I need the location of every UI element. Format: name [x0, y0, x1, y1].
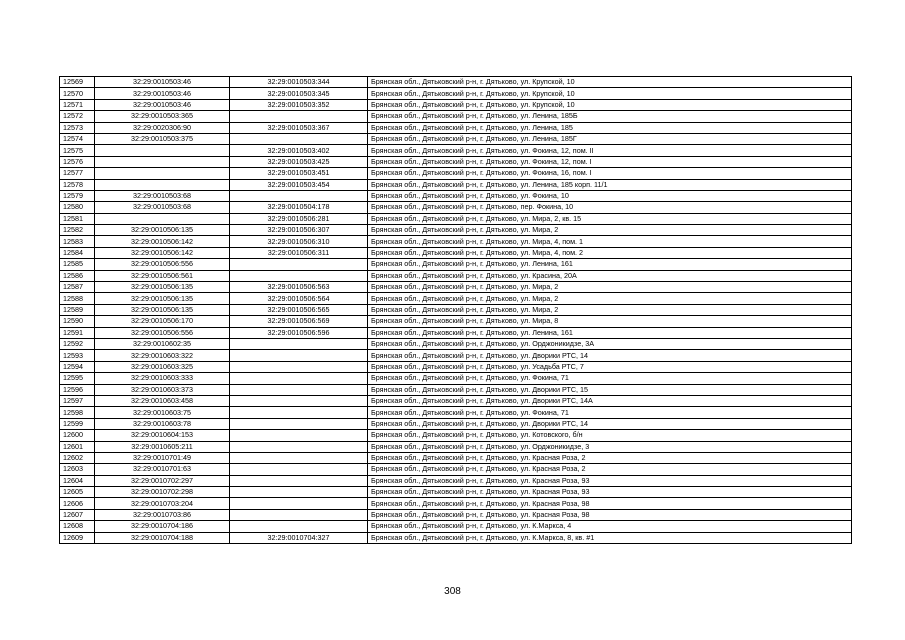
address-cell: Брянская обл., Дятьковский р-н, г. Дятьково, ул. Красная Роза, 93: [368, 475, 852, 486]
object-cadastral-number-cell: [230, 487, 368, 498]
row-number-cell: 12577: [60, 168, 95, 179]
address-cell: Брянская обл., Дятьковский р-н, г. Дятьково, ул. Дворики РТС, 14: [368, 418, 852, 429]
object-cadastral-number-cell: [230, 395, 368, 406]
address-cell: Брянская обл., Дятьковский р-н, г. Дятьково, ул. Красина, 20А: [368, 270, 852, 281]
address-cell: Брянская обл., Дятьковский р-н, г. Дятьково, ул. Фокина, 71: [368, 373, 852, 384]
parcel-cadastral-number-cell: 32:29:0010602:35: [95, 338, 230, 349]
table-row: [60, 487, 852, 498]
row-number-cell: 12599: [60, 418, 95, 429]
object-cadastral-number-cell: [230, 190, 368, 201]
parcel-cadastral-number-cell: 32:29:0010603:322: [95, 350, 230, 361]
row-number-cell: 12606: [60, 498, 95, 509]
row-number-cell: 12594: [60, 361, 95, 372]
table-row: [60, 441, 852, 452]
parcel-cadastral-number-cell: 32:29:0010506:135: [95, 293, 230, 304]
object-cadastral-number-cell: 32:29:0010506:596: [230, 327, 368, 338]
row-number-cell: 12602: [60, 452, 95, 463]
address-cell: Брянская обл., Дятьковский р-н, г. Дятьково, ул. Дворики РТС, 14А: [368, 395, 852, 406]
object-cadastral-number-cell: [230, 521, 368, 532]
address-cell: Брянская обл., Дятьковский р-н, г. Дятьково, ул. Орджоникидзе, 3: [368, 441, 852, 452]
parcel-cadastral-number-cell: [95, 179, 230, 190]
address-cell: Брянская обл., Дятьковский р-н, г. Дятьково, ул. Красная Роза, 98: [368, 509, 852, 520]
table-row: [60, 88, 852, 99]
object-cadastral-number-cell: 32:29:0010506:310: [230, 236, 368, 247]
address-cell: Брянская обл., Дятьковский р-н, г. Дятьково, ул. Мира, 8: [368, 316, 852, 327]
object-cadastral-number-cell: 32:29:0010704:327: [230, 532, 368, 543]
table-row: [60, 532, 852, 543]
parcel-cadastral-number-cell: 32:29:0010603:373: [95, 384, 230, 395]
object-cadastral-number-cell: [230, 270, 368, 281]
row-number-cell: 12604: [60, 475, 95, 486]
table-row: [60, 407, 852, 418]
table-row: [60, 327, 852, 338]
address-cell: Брянская обл., Дятьковский р-н, г. Дятьково, ул. Крупской, 10: [368, 77, 852, 88]
table-row: [60, 145, 852, 156]
address-cell: Брянская обл., Дятьковский р-н, г. Дятьково, ул. Мира, 2: [368, 282, 852, 293]
table-row: [60, 430, 852, 441]
row-number-cell: 12583: [60, 236, 95, 247]
address-cell: Брянская обл., Дятьковский р-н, г. Дятьково, ул. Котовского, б/н: [368, 430, 852, 441]
address-cell: Брянская обл., Дятьковский р-н, г. Дятьково, ул. Ленина, 161: [368, 327, 852, 338]
table-row: [60, 464, 852, 475]
row-number-cell: 12584: [60, 247, 95, 258]
address-cell: Брянская обл., Дятьковский р-н, г. Дятьково, ул. Фокина, 71: [368, 407, 852, 418]
parcel-cadastral-number-cell: 32:29:0010702:298: [95, 487, 230, 498]
address-cell: Брянская обл., Дятьковский р-н, г. Дятьково, ул. Фокина, 10: [368, 190, 852, 201]
row-number-cell: 12572: [60, 111, 95, 122]
parcel-cadastral-number-cell: [95, 213, 230, 224]
table-row: [60, 304, 852, 315]
row-number-cell: 12578: [60, 179, 95, 190]
object-cadastral-number-cell: 32:29:0010503:352: [230, 99, 368, 110]
table-row: [60, 395, 852, 406]
address-cell: Брянская обл., Дятьковский р-н, г. Дятьково, ул. Крупской, 10: [368, 99, 852, 110]
parcel-cadastral-number-cell: 32:29:0010603:75: [95, 407, 230, 418]
address-cell: Брянская обл., Дятьковский р-н, г. Дятьково, ул. Красная Роза, 2: [368, 452, 852, 463]
parcel-cadastral-number-cell: 32:29:0010506:135: [95, 304, 230, 315]
address-cell: Брянская обл., Дятьковский р-н, г. Дятьково, ул. Дворики РТС, 14: [368, 350, 852, 361]
parcel-cadastral-number-cell: 32:29:0010702:297: [95, 475, 230, 486]
page-number: 308: [444, 586, 461, 597]
object-cadastral-number-cell: 32:29:0010503:451: [230, 168, 368, 179]
row-number-cell: 12603: [60, 464, 95, 475]
object-cadastral-number-cell: 32:29:0010506:563: [230, 282, 368, 293]
parcel-cadastral-number-cell: 32:29:0010503:46: [95, 88, 230, 99]
table-row: [60, 452, 852, 463]
object-cadastral-number-cell: [230, 384, 368, 395]
address-cell: Брянская обл., Дятьковский р-н, г. Дятьково, ул. Дворики РТС, 15: [368, 384, 852, 395]
table-row: [60, 373, 852, 384]
table-row: [60, 293, 852, 304]
row-number-cell: 12570: [60, 88, 95, 99]
address-cell: Брянская обл., Дятьковский р-н, г. Дятьково, ул. Крупской, 10: [368, 88, 852, 99]
table-row: [60, 316, 852, 327]
row-number-cell: 12573: [60, 122, 95, 133]
table-row: [60, 350, 852, 361]
parcel-cadastral-number-cell: [95, 168, 230, 179]
address-cell: Брянская обл., Дятьковский р-н, г. Дятьково, ул. Красная Роза, 98: [368, 498, 852, 509]
row-number-cell: 12589: [60, 304, 95, 315]
row-number-cell: 12590: [60, 316, 95, 327]
table-row: [60, 418, 852, 429]
address-cell: Брянская обл., Дятьковский р-н, г. Дятьково, ул. Мира, 2: [368, 304, 852, 315]
object-cadastral-number-cell: 32:29:0010504:178: [230, 202, 368, 213]
object-cadastral-number-cell: 32:29:0010506:311: [230, 247, 368, 258]
table-row: [60, 225, 852, 236]
parcel-cadastral-number-cell: 32:29:0010603:325: [95, 361, 230, 372]
table-row: [60, 168, 852, 179]
row-number-cell: 12598: [60, 407, 95, 418]
row-number-cell: 12596: [60, 384, 95, 395]
row-number-cell: 12609: [60, 532, 95, 543]
object-cadastral-number-cell: 32:29:0010503:345: [230, 88, 368, 99]
parcel-cadastral-number-cell: 32:29:0010503:375: [95, 133, 230, 144]
table-row: [60, 498, 852, 509]
object-cadastral-number-cell: [230, 441, 368, 452]
row-number-cell: 12580: [60, 202, 95, 213]
table-row: [60, 122, 852, 133]
object-cadastral-number-cell: 32:29:0010506:569: [230, 316, 368, 327]
parcel-cadastral-number-cell: 32:29:0010703:204: [95, 498, 230, 509]
table-row: [60, 282, 852, 293]
object-cadastral-number-cell: [230, 452, 368, 463]
table-row: [60, 509, 852, 520]
parcel-cadastral-number-cell: 32:29:0010506:135: [95, 282, 230, 293]
parcel-cadastral-number-cell: 32:29:0010506:142: [95, 236, 230, 247]
object-cadastral-number-cell: 32:29:0010503:367: [230, 122, 368, 133]
row-number-cell: 12586: [60, 270, 95, 281]
row-number-cell: 12588: [60, 293, 95, 304]
row-number-cell: 12597: [60, 395, 95, 406]
table-row: [60, 77, 852, 88]
object-cadastral-number-cell: 32:29:0010506:281: [230, 213, 368, 224]
table-row: [60, 99, 852, 110]
table-row: [60, 338, 852, 349]
object-cadastral-number-cell: [230, 509, 368, 520]
parcel-cadastral-number-cell: 32:29:0010605:211: [95, 441, 230, 452]
object-cadastral-number-cell: [230, 373, 368, 384]
address-cell: Брянская обл., Дятьковский р-н, г. Дятьково, ул. Мира, 2: [368, 293, 852, 304]
row-number-cell: 12593: [60, 350, 95, 361]
object-cadastral-number-cell: 32:29:0010503:454: [230, 179, 368, 190]
parcel-cadastral-number-cell: 32:29:0010603:78: [95, 418, 230, 429]
parcel-cadastral-number-cell: 32:29:0020306:90: [95, 122, 230, 133]
table-row: [60, 259, 852, 270]
row-number-cell: 12605: [60, 487, 95, 498]
row-number-cell: 12587: [60, 282, 95, 293]
parcel-cadastral-number-cell: 32:29:0010503:46: [95, 77, 230, 88]
address-cell: Брянская обл., Дятьковский р-н, г. Дятьково, ул. Ленина, 185: [368, 122, 852, 133]
table-row: [60, 213, 852, 224]
row-number-cell: 12600: [60, 430, 95, 441]
cadastral-table: [59, 76, 852, 544]
address-cell: Брянская обл., Дятьковский р-н, г. Дятьково, ул. Ленина, 185Г: [368, 133, 852, 144]
row-number-cell: 12575: [60, 145, 95, 156]
parcel-cadastral-number-cell: 32:29:0010503:46: [95, 99, 230, 110]
address-cell: Брянская обл., Дятьковский р-н, г. Дятьково, ул. К.Маркса, 4: [368, 521, 852, 532]
object-cadastral-number-cell: [230, 418, 368, 429]
table-row: [60, 179, 852, 190]
row-number-cell: 12571: [60, 99, 95, 110]
object-cadastral-number-cell: [230, 430, 368, 441]
table-row: [60, 236, 852, 247]
parcel-cadastral-number-cell: 32:29:0010704:186: [95, 521, 230, 532]
address-cell: Брянская обл., Дятьковский р-н, г. Дятьково, ул. Мира, 2, кв. 15: [368, 213, 852, 224]
parcel-cadastral-number-cell: 32:29:0010704:188: [95, 532, 230, 543]
table-row: [60, 384, 852, 395]
table-body: [60, 77, 852, 544]
object-cadastral-number-cell: [230, 361, 368, 372]
parcel-cadastral-number-cell: 32:29:0010701:49: [95, 452, 230, 463]
parcel-cadastral-number-cell: [95, 145, 230, 156]
parcel-cadastral-number-cell: 32:29:0010506:556: [95, 327, 230, 338]
table-row: [60, 202, 852, 213]
table-row: [60, 521, 852, 532]
address-cell: Брянская обл., Дятьковский р-н, г. Дятьково, ул. К.Маркса, 8, кв. #1: [368, 532, 852, 543]
parcel-cadastral-number-cell: 32:29:0010701:63: [95, 464, 230, 475]
parcel-cadastral-number-cell: 32:29:0010506:561: [95, 270, 230, 281]
parcel-cadastral-number-cell: [95, 156, 230, 167]
address-cell: Брянская обл., Дятьковский р-н, г. Дятьково, ул. Мира, 4, пом. 2: [368, 247, 852, 258]
parcel-cadastral-number-cell: 32:29:0010703:86: [95, 509, 230, 520]
parcel-cadastral-number-cell: 32:29:0010506:142: [95, 247, 230, 258]
parcel-cadastral-number-cell: 32:29:0010603:458: [95, 395, 230, 406]
address-cell: Брянская обл., Дятьковский р-н, г. Дятьково, ул. Ленина, 185Б: [368, 111, 852, 122]
row-number-cell: 12581: [60, 213, 95, 224]
row-number-cell: 12585: [60, 259, 95, 270]
address-cell: Брянская обл., Дятьковский р-н, г. Дятьково, ул. Ленина, 185 корп. 11/1: [368, 179, 852, 190]
parcel-cadastral-number-cell: 32:29:0010603:333: [95, 373, 230, 384]
row-number-cell: 12579: [60, 190, 95, 201]
address-cell: Брянская обл., Дятьковский р-н, г. Дятьково, ул. Фокина, 16, пом. I: [368, 168, 852, 179]
row-number-cell: 12592: [60, 338, 95, 349]
address-cell: Брянская обл., Дятьковский р-н, г. Дятьково, пер. Фокина, 10: [368, 202, 852, 213]
object-cadastral-number-cell: [230, 407, 368, 418]
object-cadastral-number-cell: 32:29:0010506:565: [230, 304, 368, 315]
address-cell: Брянская обл., Дятьковский р-н, г. Дятьково, ул. Мира, 2: [368, 225, 852, 236]
object-cadastral-number-cell: [230, 475, 368, 486]
object-cadastral-number-cell: [230, 133, 368, 144]
table-row: [60, 133, 852, 144]
object-cadastral-number-cell: [230, 498, 368, 509]
address-cell: Брянская обл., Дятьковский р-н, г. Дятьково, ул. Орджоникидзе, 3А: [368, 338, 852, 349]
table-row: [60, 475, 852, 486]
row-number-cell: 12595: [60, 373, 95, 384]
object-cadastral-number-cell: 32:29:0010503:344: [230, 77, 368, 88]
row-number-cell: 12608: [60, 521, 95, 532]
address-cell: Брянская обл., Дятьковский р-н, г. Дятьково, ул. Ленина, 161: [368, 259, 852, 270]
parcel-cadastral-number-cell: 32:29:0010506:170: [95, 316, 230, 327]
object-cadastral-number-cell: 32:29:0010503:402: [230, 145, 368, 156]
parcel-cadastral-number-cell: 32:29:0010503:68: [95, 202, 230, 213]
row-number-cell: 12569: [60, 77, 95, 88]
object-cadastral-number-cell: [230, 259, 368, 270]
table-row: [60, 247, 852, 258]
table-row: [60, 361, 852, 372]
address-cell: Брянская обл., Дятьковский р-н, г. Дятьково, ул. Фокина, 12, пом. II: [368, 145, 852, 156]
parcel-cadastral-number-cell: 32:29:0010503:68: [95, 190, 230, 201]
object-cadastral-number-cell: 32:29:0010506:564: [230, 293, 368, 304]
parcel-cadastral-number-cell: 32:29:0010503:365: [95, 111, 230, 122]
parcel-cadastral-number-cell: 32:29:0010506:135: [95, 225, 230, 236]
object-cadastral-number-cell: 32:29:0010506:307: [230, 225, 368, 236]
row-number-cell: 12591: [60, 327, 95, 338]
parcel-cadastral-number-cell: 32:29:0010506:556: [95, 259, 230, 270]
table-row: [60, 270, 852, 281]
table-row: [60, 111, 852, 122]
object-cadastral-number-cell: [230, 464, 368, 475]
address-cell: Брянская обл., Дятьковский р-н, г. Дятьково, ул. Мира, 4, пом. 1: [368, 236, 852, 247]
row-number-cell: 12601: [60, 441, 95, 452]
table-row: [60, 156, 852, 167]
row-number-cell: 12607: [60, 509, 95, 520]
object-cadastral-number-cell: [230, 350, 368, 361]
address-cell: Брянская обл., Дятьковский р-н, г. Дятьково, ул. Фокина, 12, пом. I: [368, 156, 852, 167]
address-cell: Брянская обл., Дятьковский р-н, г. Дятьково, ул. Красная Роза, 2: [368, 464, 852, 475]
row-number-cell: 12582: [60, 225, 95, 236]
address-cell: Брянская обл., Дятьковский р-н, г. Дятьково, ул. Усадьба РТС, 7: [368, 361, 852, 372]
table-row: [60, 190, 852, 201]
object-cadastral-number-cell: 32:29:0010503:425: [230, 156, 368, 167]
row-number-cell: 12574: [60, 133, 95, 144]
object-cadastral-number-cell: [230, 338, 368, 349]
address-cell: Брянская обл., Дятьковский р-н, г. Дятьково, ул. Красная Роза, 93: [368, 487, 852, 498]
object-cadastral-number-cell: [230, 111, 368, 122]
row-number-cell: 12576: [60, 156, 95, 167]
parcel-cadastral-number-cell: 32:29:0010604:153: [95, 430, 230, 441]
